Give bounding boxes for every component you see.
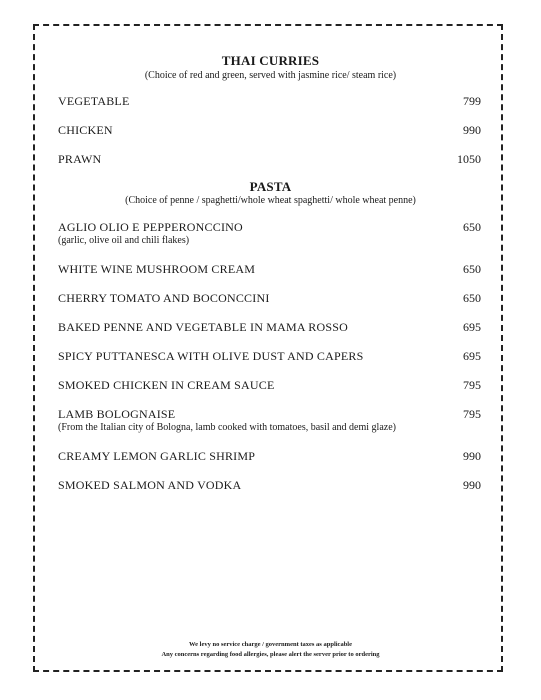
menu-item-price: 695 [463,320,481,334]
menu-item-price: 795 [463,407,481,421]
menu-item-name: CHERRY TOMATO AND BOCONCCINI [58,291,270,305]
menu-item-price: 650 [463,262,481,276]
footer-line-service-charge: We levy no service charge / government taxes as applicable [188,641,352,648]
menu-item-name: SMOKED CHICKEN IN CREAM SAUCE [58,378,275,392]
menu-item-price: 650 [463,220,481,234]
menu-item-name: VEGETABLE [58,94,130,108]
menu-item-name: AGLIO OLIO E PEPPERONCCINO [58,220,243,234]
section-title-pasta: PASTA [249,179,292,194]
menu-item-name: CHICKEN [58,123,113,137]
menu-item-price: 799 [463,94,481,108]
menu-item-description: (From the Italian city of Bologna, lamb cooked with tomatoes, basil and demi glaze) [58,422,396,433]
menu-item-name: LAMB BOLOGNAISE [58,407,176,421]
menu-item-price: 990 [463,123,481,137]
footer-line-allergies: Any concerns regarding food allergies, please alert the server prior to ordering [161,651,380,658]
menu-item-price: 795 [463,378,481,392]
menu-item-price: 695 [463,349,481,363]
menu-item-name: SMOKED SALMON AND VODKA [58,478,242,492]
section-title-thai-curries: THAI CURRIES [221,53,320,68]
menu-item-name: WHITE WINE MUSHROOM CREAM [58,262,256,276]
menu-item-price: 650 [463,291,481,305]
menu-item-name: BAKED PENNE AND VEGETABLE IN MAMA ROSSO [58,320,348,334]
menu-item-price: 1050 [457,152,481,166]
menu-item-name: CREAMY LEMON GARLIC SHRIMP [58,449,256,463]
footer-note [0,640,541,660]
menu-item-price: 990 [463,478,481,492]
menu-item-price: 990 [463,449,481,463]
section-note-thai-curries: (Choice of red and green, served with jasmine rice/ steam rice) [144,70,397,81]
section-note-pasta: (Choice of penne / spaghetti/whole wheat spaghetti/ whole wheat penne) [125,195,416,206]
menu-item-description: (garlic, olive oil and chili flakes) [58,235,190,246]
menu-border [33,24,503,672]
menu-item-name: SPICY PUTTANESCA WITH OLIVE DUST AND CAPERS [58,349,364,363]
menu-item-name: PRAWN [58,152,102,166]
